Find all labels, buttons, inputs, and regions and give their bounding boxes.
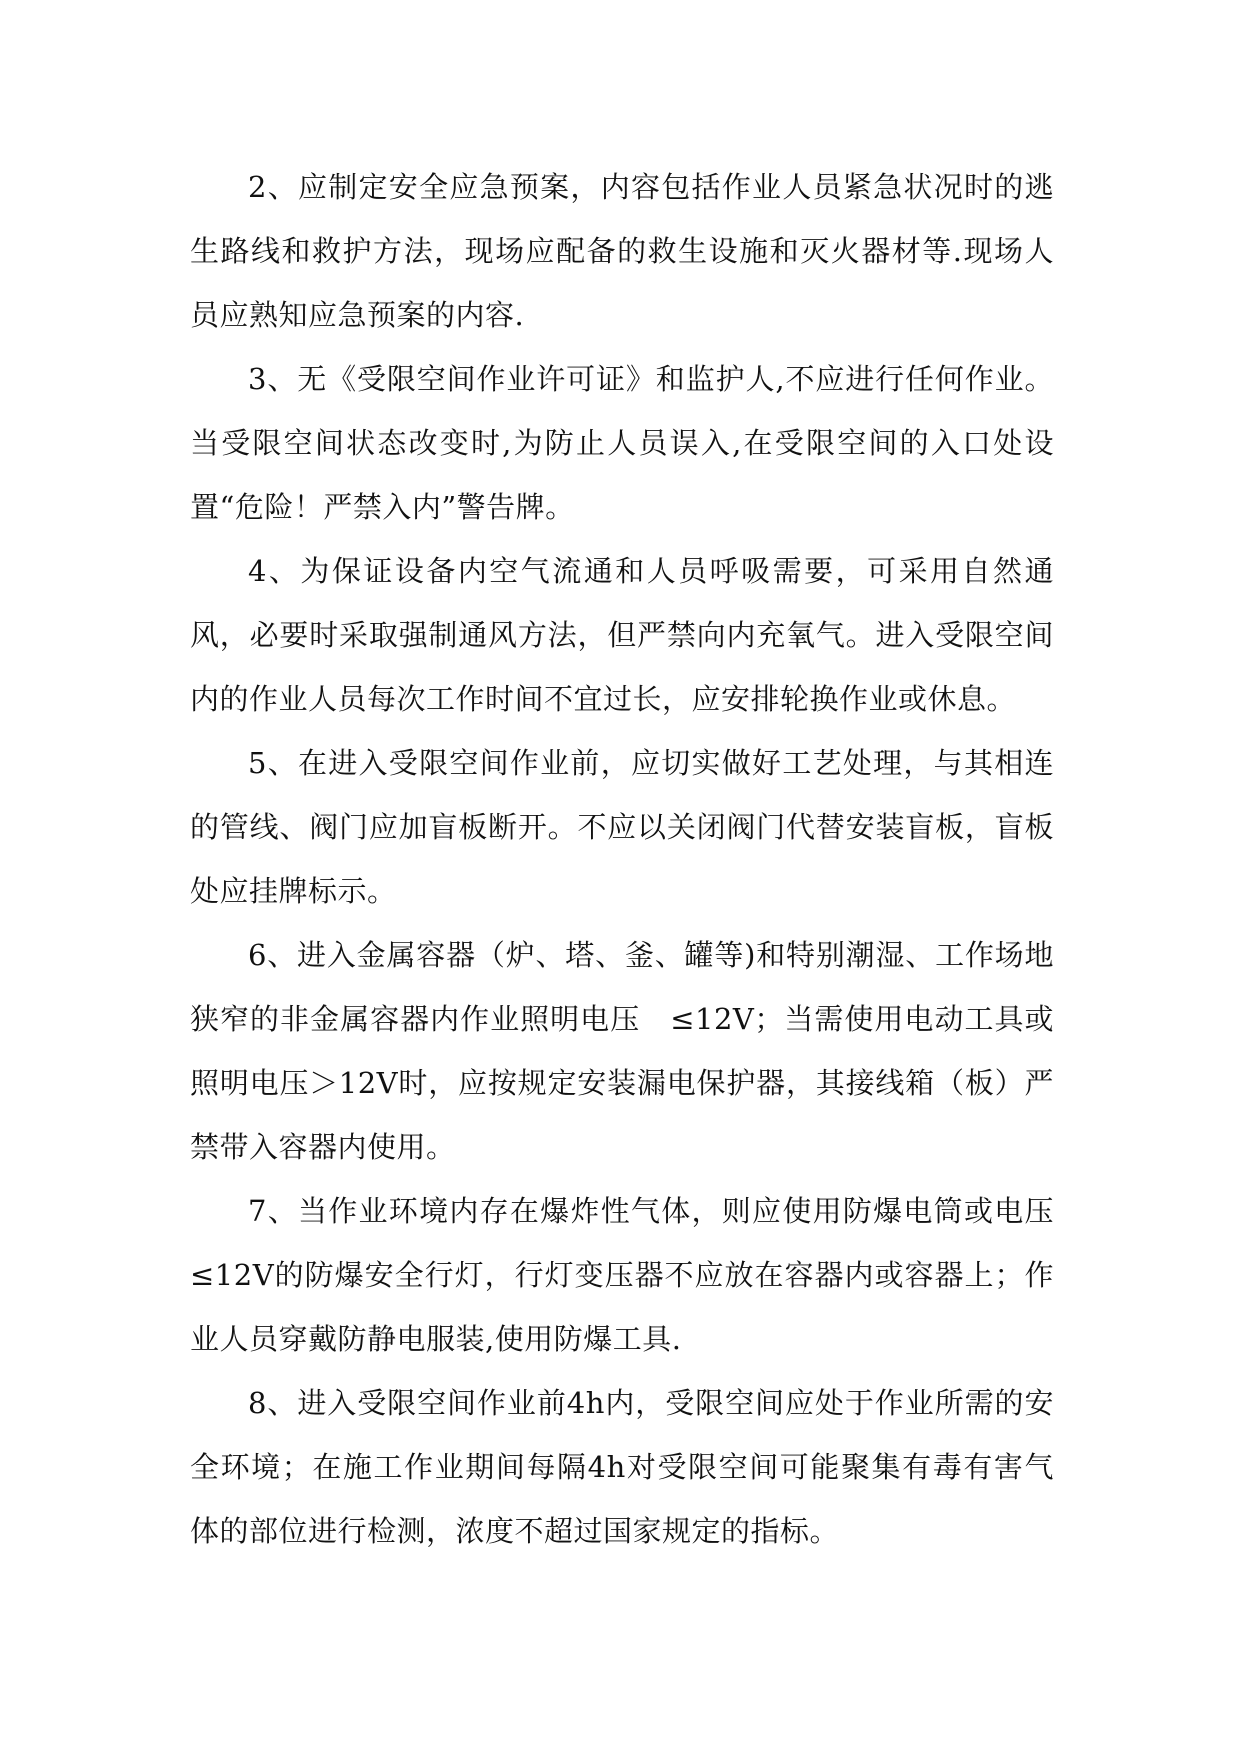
paragraph-item-2: 2、应制定安全应急预案，内容包括作业人员紧急状况时的逃生路线和救护方法，现场应配备的救生设施和灭火器材等.现场人员应熟知应急预案的内容.	[190, 170, 1054, 332]
paragraph-item-7: 7、当作业环境内存在爆炸性气体，则应使用防爆电筒或电压≤12V的防爆安全行灯，行灯变压器不应放在容器内或容器上；作业人员穿戴防静电服装,使用防爆工具.	[190, 1194, 1054, 1356]
paragraph-item-6: 6、进入金属容器（炉、塔、釜、罐等)和特别潮湿、工作场地狭窄的非金属容器内作业照明电压 ≤12V；当需使用电动工具或照明电压＞12V时，应按规定安装漏电保护器，其接线箱（板）严禁带入容器内使用。	[190, 938, 1054, 1164]
paragraph-item-4: 4、为保证设备内空气流通和人员呼吸需要，可采用自然通风，必要时采取强制通风方法，但严禁向内充氧气。进入受限空间内的作业人员每次工作时间不宜过长，应安排轮换作业或休息。	[190, 554, 1054, 716]
paragraph-item-3: 3、无《受限空间作业许可证》和监护人,不应进行任何作业。当受限空间状态改变时,为防止人员误入,在受限空间的入口处设置“危险！严禁入内”警告牌。	[190, 362, 1054, 524]
paragraph-item-5: 5、在进入受限空间作业前，应切实做好工艺处理，与其相连的管线、阀门应加盲板断开。不应以关闭阀门代替安装盲板，盲板处应挂牌标示。	[190, 746, 1054, 908]
document-body	[190, 155, 1054, 1563]
paragraph-item-8: 8、进入受限空间作业前4h内，受限空间应处于作业所需的安全环境；在施工作业期间每隔4h对受限空间可能聚集有毒有害气体的部位进行检测，浓度不超过国家规定的指标。	[190, 1386, 1054, 1548]
